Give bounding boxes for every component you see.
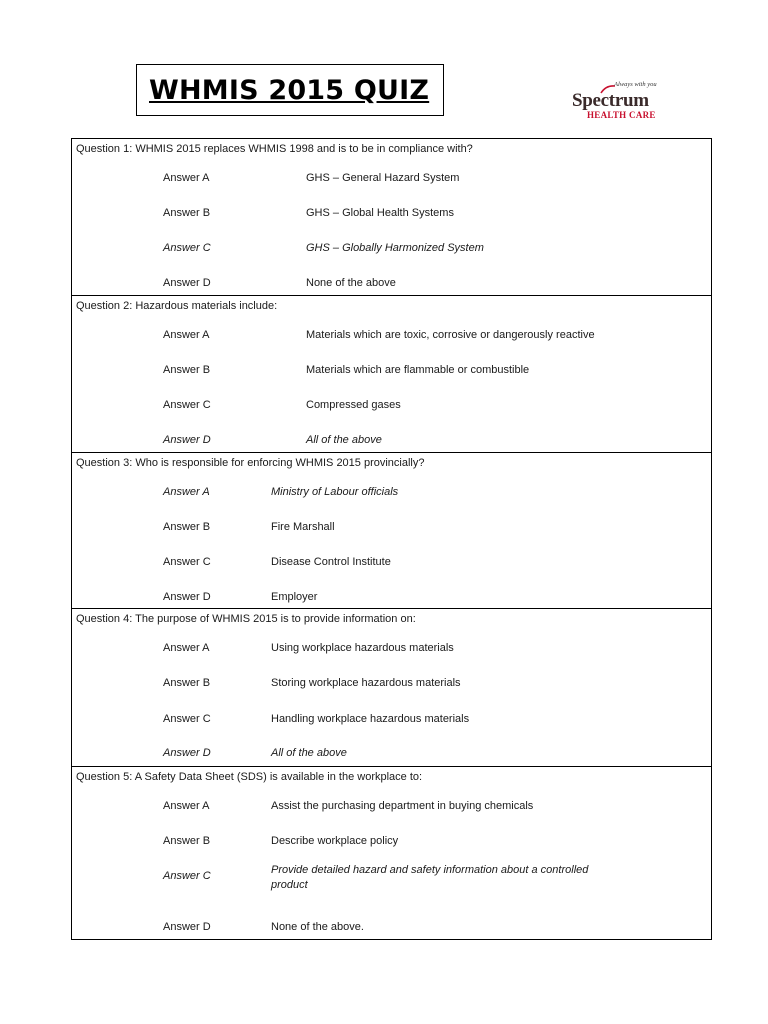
answer-text: Materials which are toxic, corrosive or dangerously reactive [306,329,595,341]
answer-label: Answer A [163,172,210,184]
question-3 [72,453,711,609]
spectrum-logo [570,81,682,124]
answer-label: Answer D [163,591,211,603]
question-text: Question 3: Who is responsible for enforcing WHMIS 2015 provincially? [76,457,425,469]
logo-tagline: Always with you [614,81,657,88]
answer-label: Answer B [163,521,211,533]
answer-label: Answer B [163,835,211,847]
answer-label: Answer B [163,364,211,376]
answer-text: Describe workplace policy [271,835,399,847]
answer-text: Fire Marshall [271,521,335,533]
answer-label: Answer C [163,242,211,254]
answer-text: All of the above [271,747,347,759]
answer-label: Answer A [163,642,210,654]
question-text: Question 1: WHMIS 2015 replaces WHMIS 1998 and is to be in compliance with? [76,143,473,155]
answer-text: GHS – Global Health Systems [306,207,454,219]
question-1 [72,139,711,296]
answer-text: Materials which are flammable or combustible [306,364,530,376]
answer-label: Answer B [163,677,211,689]
answer-label: Answer B [163,207,211,219]
answer-text: Assist the purchasing department in buying chemicals [271,800,534,812]
answer-label: Answer C [163,556,211,568]
question-text: Question 2: Hazardous materials include: [76,300,278,312]
answer-label: Answer D [163,277,211,289]
answer-label: Answer A [163,486,210,498]
answer-label: Answer D [163,921,211,933]
page-title: WHMIS 2015 QUIZ [149,75,430,106]
answer-text: Ministry of Labour officials [271,486,399,498]
answer-text: Disease Control Institute [271,556,391,568]
answer-text: GHS – Globally Harmonized System [306,242,484,254]
answer-text: All of the above [306,434,382,446]
answer-label: Answer D [163,434,211,446]
question-5 [72,767,711,939]
answer-text: None of the above. [271,921,364,933]
question-text: Question 5: A Safety Data Sheet (SDS) is available in the workplace to: [76,771,423,783]
answer-label: Answer C [163,713,211,725]
question-text: Question 4: The purpose of WHMIS 2015 is to provide information on: [76,613,416,625]
answer-text: Provide detailed hazard and safety information about a controlled product [271,864,589,891]
answer-label: Answer A [163,329,210,341]
answer-text: None of the above [306,277,396,289]
answer-text: Using workplace hazardous materials [271,642,454,654]
question-2 [72,296,711,453]
answer-label: Answer A [163,800,210,812]
question-4 [72,609,711,767]
answer-text: Employer [271,591,318,603]
answer-text: GHS – General Hazard System [306,172,460,184]
answer-text: Handling workplace hazardous materials [271,713,470,725]
logo-name: Spectrum [572,90,649,111]
quiz-table [71,138,712,940]
answer-text: Storing workplace hazardous materials [271,677,461,689]
title-box [136,64,444,116]
answer-label: Answer C [163,399,211,411]
answer-text: Compressed gases [306,399,401,411]
logo-subtitle: HEALTH CARE [587,110,656,120]
answer-label: Answer D [163,747,211,759]
answer-label: Answer C [163,870,211,882]
